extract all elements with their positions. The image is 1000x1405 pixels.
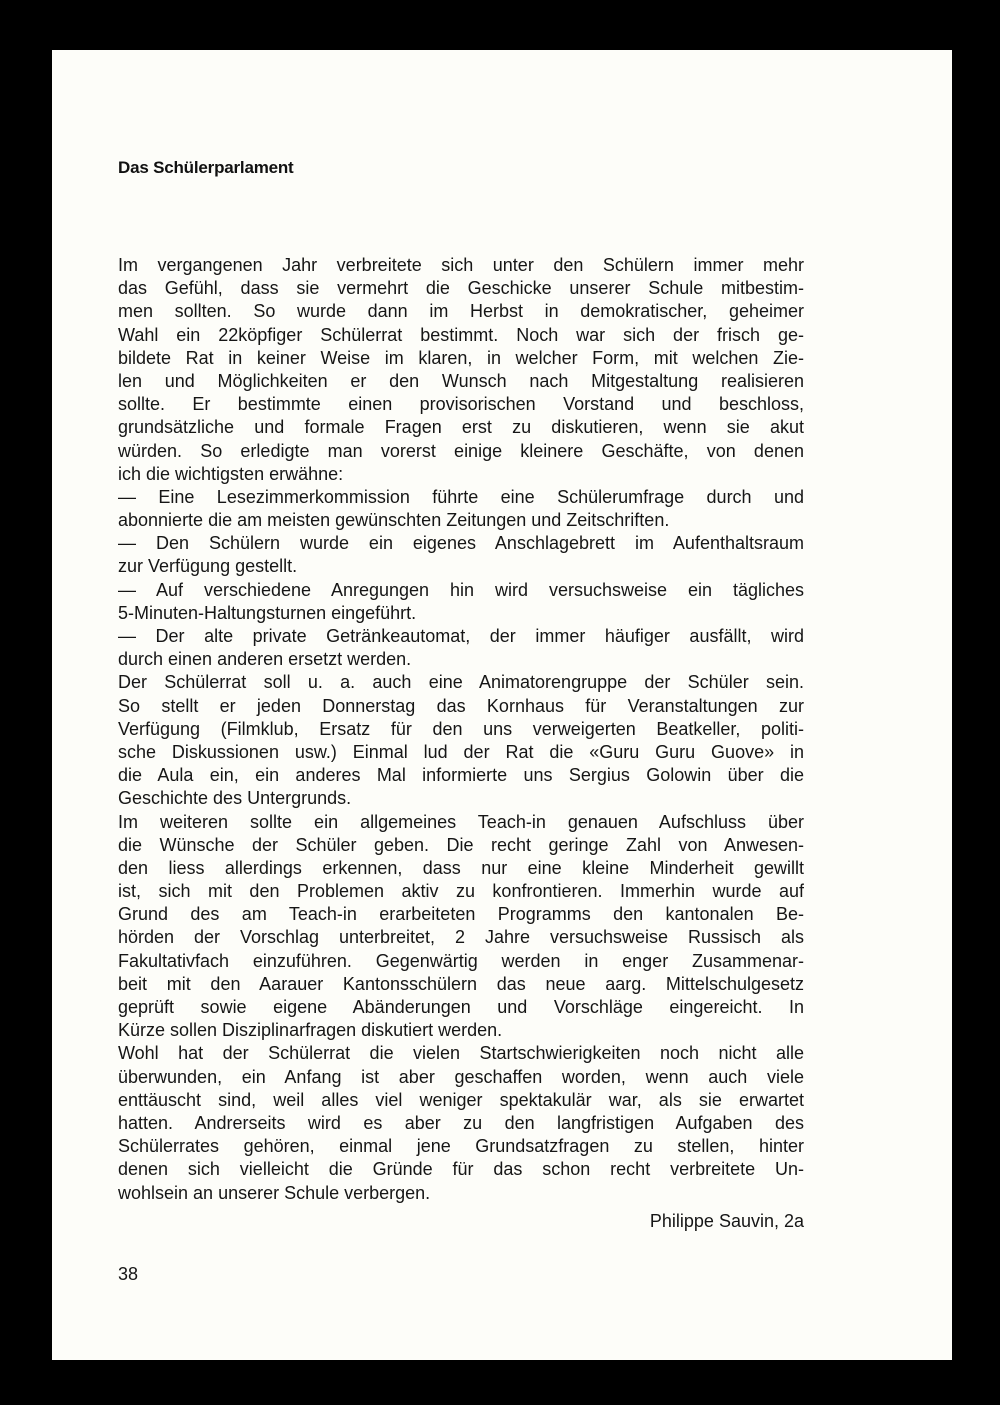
body-line: grundsätzliche und formale Fragen erst zu diskutieren, wenn sie akut: [118, 417, 804, 438]
body-line: überwunden, ein Anfang ist aber geschaffen worden, wenn auch viele: [118, 1066, 804, 1087]
body-line: den liess allerdings erkennen, dass nur eine kleine Minderheit gewillt: [118, 857, 804, 878]
body-line: Verfügung (Filmklub, Ersatz für den uns verweigerten Beatkeller, politi-: [118, 718, 804, 739]
body-line: das Gefühl, dass sie vermehrt die Geschicke unserer Schule mitbestim-: [118, 278, 804, 299]
body-line: hörden der Vorschlag unterbreitet, 2 Jahre versuchsweise Russisch als: [118, 927, 804, 948]
article-body: [118, 254, 804, 1205]
body-line: ist, sich mit den Problemen aktiv zu konfrontieren. Immerhin wurde auf: [118, 881, 804, 902]
body-line: geprüft sowie eigene Abänderungen und Vorschläge eingereicht. In: [118, 997, 804, 1017]
body-line: wohlsein an unserer Schule verbergen.: [118, 1182, 431, 1203]
body-line: — Der alte private Getränkeautomat, der immer häufiger ausfällt, wird: [118, 626, 804, 646]
body-line: denen sich vielleicht die Gründe für das schon recht verbreitete Un-: [118, 1159, 804, 1180]
body-line: abonnierte die am meisten gewünschten Zeitungen und Zeitschriften.: [118, 510, 670, 531]
body-line: beit mit den Aarauer Kantonsschülern das neue aarg. Mittelschulgesetz: [118, 973, 804, 994]
body-line: die Aula ein, ein anderes Mal informierte uns Sergius Golowin über die: [118, 765, 804, 786]
article-heading: Das Schülerparlament: [118, 158, 294, 177]
body-line: Grund des am Teach-in erarbeiteten Programms den kantonalen Be-: [118, 904, 804, 925]
body-line: 5-Minuten-Haltungsturnen eingeführt.: [118, 602, 417, 623]
body-line: sche Diskussionen usw.) Einmal lud der Rat die «Guru Guru Guove» in: [118, 741, 804, 762]
body-line: — Eine Lesezimmerkommission führte eine Schülerumfrage durch und: [118, 486, 804, 507]
body-line: Schülerrates gehören, einmal jene Grundsatzfragen zu stellen, hinter: [118, 1136, 804, 1157]
body-line: So stellt er jeden Donnerstag das Kornhaus für Veranstaltungen zur: [118, 695, 804, 716]
body-line: ich die wichtigsten erwähne:: [118, 463, 344, 484]
body-line: Wahl ein 22köpfiger Schülerrat bestimmt. Noch war sich der frisch ge-: [118, 324, 804, 345]
body-line: Kürze sollen Disziplinarfragen diskutiert werden.: [118, 1020, 503, 1041]
body-line: hatten. Andrerseits wird es aber zu den langfristigen Aufgaben des: [118, 1112, 804, 1133]
author-signature: Philippe Sauvin, 2a: [649, 1211, 804, 1231]
body-line: bildete Rat in keiner Weise im klaren, in welcher Form, mit welchen Zie-: [118, 347, 804, 368]
body-line: len und Möglichkeiten er den Wunsch nach Mitgestaltung realisieren: [118, 370, 804, 391]
body-line: die Wünsche der Schüler geben. Die recht geringe Zahl von Anwesen-: [118, 834, 804, 855]
body-line: Wohl hat der Schülerrat die vielen Startschwierigkeiten noch nicht alle: [118, 1043, 804, 1064]
body-line: Der Schülerrat soll u. a. auch eine Animatorengruppe der Schüler sein.: [118, 672, 804, 693]
page-number: 38: [118, 1264, 139, 1284]
body-line: durch einen anderen ersetzt werden.: [118, 649, 412, 670]
body-line: — Auf verschiedene Anregungen hin wird versuchsweise ein tägliches: [118, 579, 804, 600]
body-line: — Den Schülern wurde ein eigenes Anschlagebrett im Aufenthaltsraum: [118, 533, 804, 554]
body-line: würden. So erledigte man vorerst einige kleinere Geschäfte, von denen: [118, 440, 804, 461]
body-line: sollte. Er bestimmte einen provisorischen Vorstand und beschloss,: [118, 394, 804, 415]
body-line: enttäuscht sind, weil alles viel weniger spektakulär war, als sie erwartet: [118, 1089, 804, 1110]
paper-sheet: [52, 50, 952, 1360]
body-line: zur Verfügung gestellt.: [118, 556, 298, 577]
body-line: Im vergangenen Jahr verbreitete sich unter den Schülern immer mehr: [118, 255, 804, 275]
body-line: Im weiteren sollte ein allgemeines Teach-in genauen Aufschluss über: [118, 811, 804, 832]
body-line: Fakultativfach einzuführen. Gegenwärtig werden in enger Zusammenar-: [118, 950, 804, 971]
body-line: Geschichte des Untergrunds.: [118, 788, 352, 809]
body-line: men sollten. So wurde dann im Herbst in demokratischer, geheimer: [118, 301, 804, 322]
